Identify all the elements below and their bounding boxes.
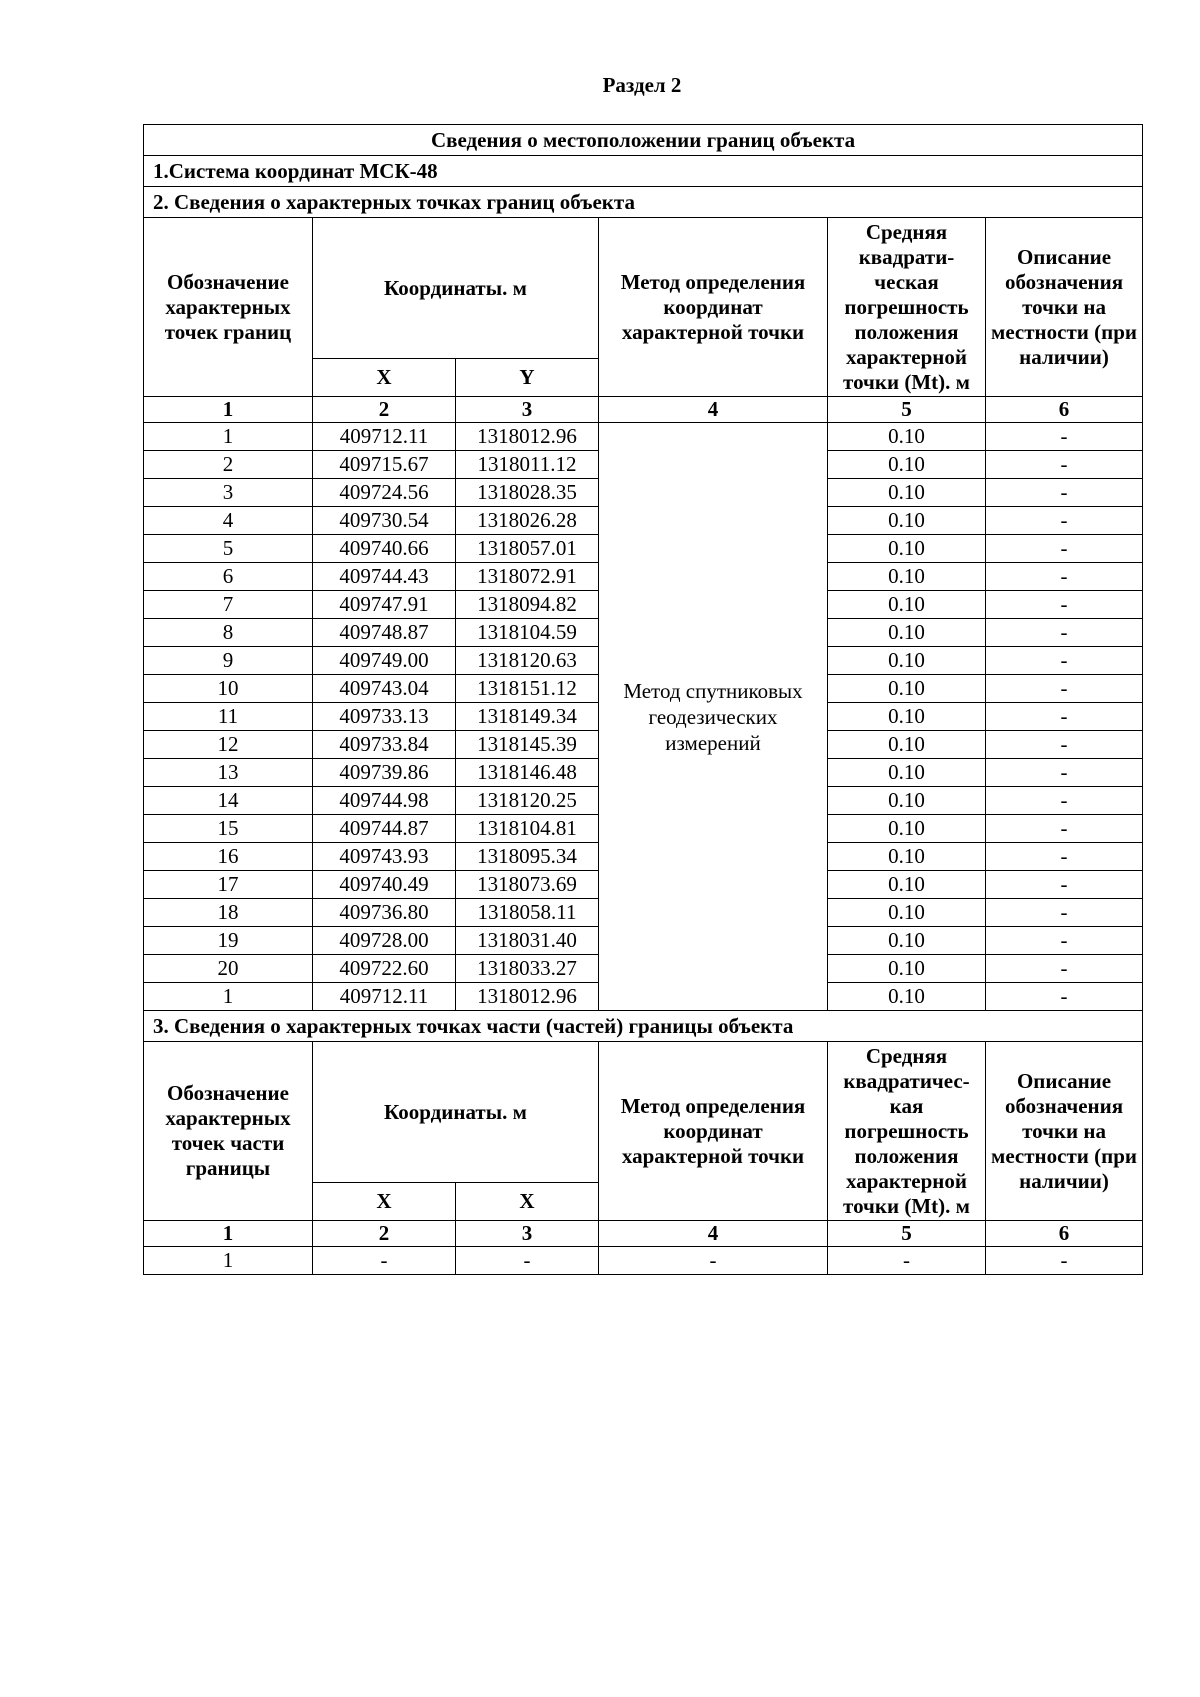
point-number: 1	[144, 423, 313, 451]
part3-mt: -	[828, 1247, 986, 1275]
coord-x: 409748.87	[313, 619, 456, 647]
part3-header-error: Средняя квадратичес-кая погрешность положения характерной точки (Mt). м	[828, 1042, 986, 1221]
point-description: -	[986, 563, 1143, 591]
coord-x: 409739.86	[313, 759, 456, 787]
column-number: 6	[986, 397, 1143, 423]
column-number: 1	[144, 1221, 313, 1247]
mean-error: 0.10	[828, 647, 986, 675]
point-number: 16	[144, 843, 313, 871]
boundary-table	[143, 124, 1143, 1275]
section-title: Раздел 2	[602, 73, 682, 97]
mean-error: 0.10	[828, 507, 986, 535]
coord-x: 409733.84	[313, 731, 456, 759]
point-description: -	[986, 927, 1143, 955]
point-number: 8	[144, 619, 313, 647]
point-number: 1	[144, 983, 313, 1011]
mean-error: 0.10	[828, 759, 986, 787]
coord-y: 1318073.69	[456, 871, 599, 899]
part3-y: -	[456, 1247, 599, 1275]
coord-y: 1318012.96	[456, 983, 599, 1011]
coord-x: 409747.91	[313, 591, 456, 619]
column-number: 2	[313, 1221, 456, 1247]
mean-error: 0.10	[828, 675, 986, 703]
column-number: 6	[986, 1221, 1143, 1247]
mean-error: 0.10	[828, 815, 986, 843]
coord-y: 1318145.39	[456, 731, 599, 759]
point-row	[144, 423, 1143, 451]
coord-y: 1318072.91	[456, 563, 599, 591]
coord-x: 409730.54	[313, 507, 456, 535]
column-number: 3	[456, 397, 599, 423]
mean-error: 0.10	[828, 731, 986, 759]
column-number: 5	[828, 1221, 986, 1247]
part3-header-designation: Обозначение характерных точек части границы	[144, 1042, 313, 1221]
point-description: -	[986, 591, 1143, 619]
point-number: 6	[144, 563, 313, 591]
point-number: 4	[144, 507, 313, 535]
coord-y: 1318094.82	[456, 591, 599, 619]
part3-x: -	[313, 1247, 456, 1275]
point-number: 12	[144, 731, 313, 759]
point-number: 14	[144, 787, 313, 815]
coord-y: 1318151.12	[456, 675, 599, 703]
point-description: -	[986, 535, 1143, 563]
coord-y: 1318011.12	[456, 451, 599, 479]
coord-y: 1318104.59	[456, 619, 599, 647]
mean-error: 0.10	[828, 423, 986, 451]
point-number: 17	[144, 871, 313, 899]
coord-y: 1318058.11	[456, 899, 599, 927]
coord-x: 409749.00	[313, 647, 456, 675]
coord-y: 1318095.34	[456, 843, 599, 871]
coord-y: 1318120.63	[456, 647, 599, 675]
coord-x: 409740.49	[313, 871, 456, 899]
mean-error: 0.10	[828, 787, 986, 815]
coord-x: 409743.04	[313, 675, 456, 703]
mean-error: 0.10	[828, 451, 986, 479]
method-cell: Метод спутниковых геодезических измерений	[599, 423, 828, 1011]
mean-error: 0.10	[828, 563, 986, 591]
coord-y: 1318026.28	[456, 507, 599, 535]
mean-error: 0.10	[828, 535, 986, 563]
part3-header-description: Описание обозначения точки на местности (при наличии)	[986, 1042, 1143, 1221]
coord-x: 409736.80	[313, 899, 456, 927]
coord-y: 1318033.27	[456, 955, 599, 983]
coord-x: 409733.13	[313, 703, 456, 731]
mean-error: 0.10	[828, 983, 986, 1011]
column-number: 3	[456, 1221, 599, 1247]
coord-x: 409715.67	[313, 451, 456, 479]
coord-y: 1318104.81	[456, 815, 599, 843]
header-designation: Обозначение характерных точек границ	[144, 218, 313, 397]
point-description: -	[986, 955, 1143, 983]
coord-x: 409744.43	[313, 563, 456, 591]
point-number: 18	[144, 899, 313, 927]
coord-x: 409712.11	[313, 983, 456, 1011]
coord-x: 409740.66	[313, 535, 456, 563]
part3-header-x2: X	[456, 1183, 599, 1221]
point-description: -	[986, 647, 1143, 675]
point-number: 3	[144, 479, 313, 507]
part3-method: -	[599, 1247, 828, 1275]
coord-x: 409722.60	[313, 955, 456, 983]
point-description: -	[986, 815, 1143, 843]
mean-error: 0.10	[828, 927, 986, 955]
point-number: 5	[144, 535, 313, 563]
coord-x: 409744.87	[313, 815, 456, 843]
point-description: -	[986, 451, 1143, 479]
point-number: 20	[144, 955, 313, 983]
point-description: -	[986, 703, 1143, 731]
point-number: 15	[144, 815, 313, 843]
point-number: 11	[144, 703, 313, 731]
header-error: Средняя квадрати-ческая погрешность положения характерной точки (Mt). м	[828, 218, 986, 397]
point-description: -	[986, 983, 1143, 1011]
point-description: -	[986, 759, 1143, 787]
coord-y: 1318028.35	[456, 479, 599, 507]
coord-y: 1318120.25	[456, 787, 599, 815]
point-number: 2	[144, 451, 313, 479]
point-description: -	[986, 675, 1143, 703]
column-number: 2	[313, 397, 456, 423]
point-number: 10	[144, 675, 313, 703]
coord-system-row: 1.Система координат МСК-48	[144, 156, 1143, 187]
mean-error: 0.10	[828, 479, 986, 507]
part3-header-method: Метод определения координат характерной точки	[599, 1042, 828, 1221]
part3-description: -	[986, 1247, 1143, 1275]
part3-heading: 3. Сведения о характерных точках части (частей) границы объекта	[144, 1011, 1143, 1042]
point-description: -	[986, 843, 1143, 871]
point-description: -	[986, 731, 1143, 759]
coord-x: 409743.93	[313, 843, 456, 871]
coord-x: 409712.11	[313, 423, 456, 451]
point-number: 9	[144, 647, 313, 675]
mean-error: 0.10	[828, 619, 986, 647]
point-description: -	[986, 479, 1143, 507]
mean-error: 0.10	[828, 899, 986, 927]
coord-x: 409724.56	[313, 479, 456, 507]
coord-x: 409744.98	[313, 787, 456, 815]
point-description: -	[986, 899, 1143, 927]
part3-row	[144, 1247, 1143, 1275]
mean-error: 0.10	[828, 843, 986, 871]
point-number: 19	[144, 927, 313, 955]
point-number: 7	[144, 591, 313, 619]
coord-y: 1318012.96	[456, 423, 599, 451]
header-coords: Координаты. м	[313, 218, 599, 359]
column-number: 4	[599, 397, 828, 423]
part3-header-x: X	[313, 1183, 456, 1221]
header-x: X	[313, 359, 456, 397]
column-number: 4	[599, 1221, 828, 1247]
coord-y: 1318031.40	[456, 927, 599, 955]
part3-column-numbers-row	[144, 1221, 1143, 1247]
part3-header-coords: Координаты. м	[313, 1042, 599, 1183]
point-description: -	[986, 787, 1143, 815]
mean-error: 0.10	[828, 871, 986, 899]
point-description: -	[986, 507, 1143, 535]
mean-error: 0.10	[828, 955, 986, 983]
part2-heading: 2. Сведения о характерных точках границ объекта	[144, 187, 1143, 218]
header-method: Метод определения координат характерной точки	[599, 218, 828, 397]
mean-error: 0.10	[828, 703, 986, 731]
point-description: -	[986, 423, 1143, 451]
coord-y: 1318146.48	[456, 759, 599, 787]
part3-point-number: 1	[144, 1247, 313, 1275]
header-description: Описание обозначения точки на местности (при наличии)	[986, 218, 1143, 397]
point-description: -	[986, 871, 1143, 899]
point-number: 13	[144, 759, 313, 787]
coord-y: 1318149.34	[456, 703, 599, 731]
coord-y: 1318057.01	[456, 535, 599, 563]
table-title: Сведения о местоположении границ объекта	[144, 125, 1143, 156]
coord-x: 409728.00	[313, 927, 456, 955]
column-numbers-row	[144, 397, 1143, 423]
mean-error: 0.10	[828, 591, 986, 619]
header-y: Y	[456, 359, 599, 397]
column-number: 1	[144, 397, 313, 423]
point-description: -	[986, 619, 1143, 647]
column-number: 5	[828, 397, 986, 423]
